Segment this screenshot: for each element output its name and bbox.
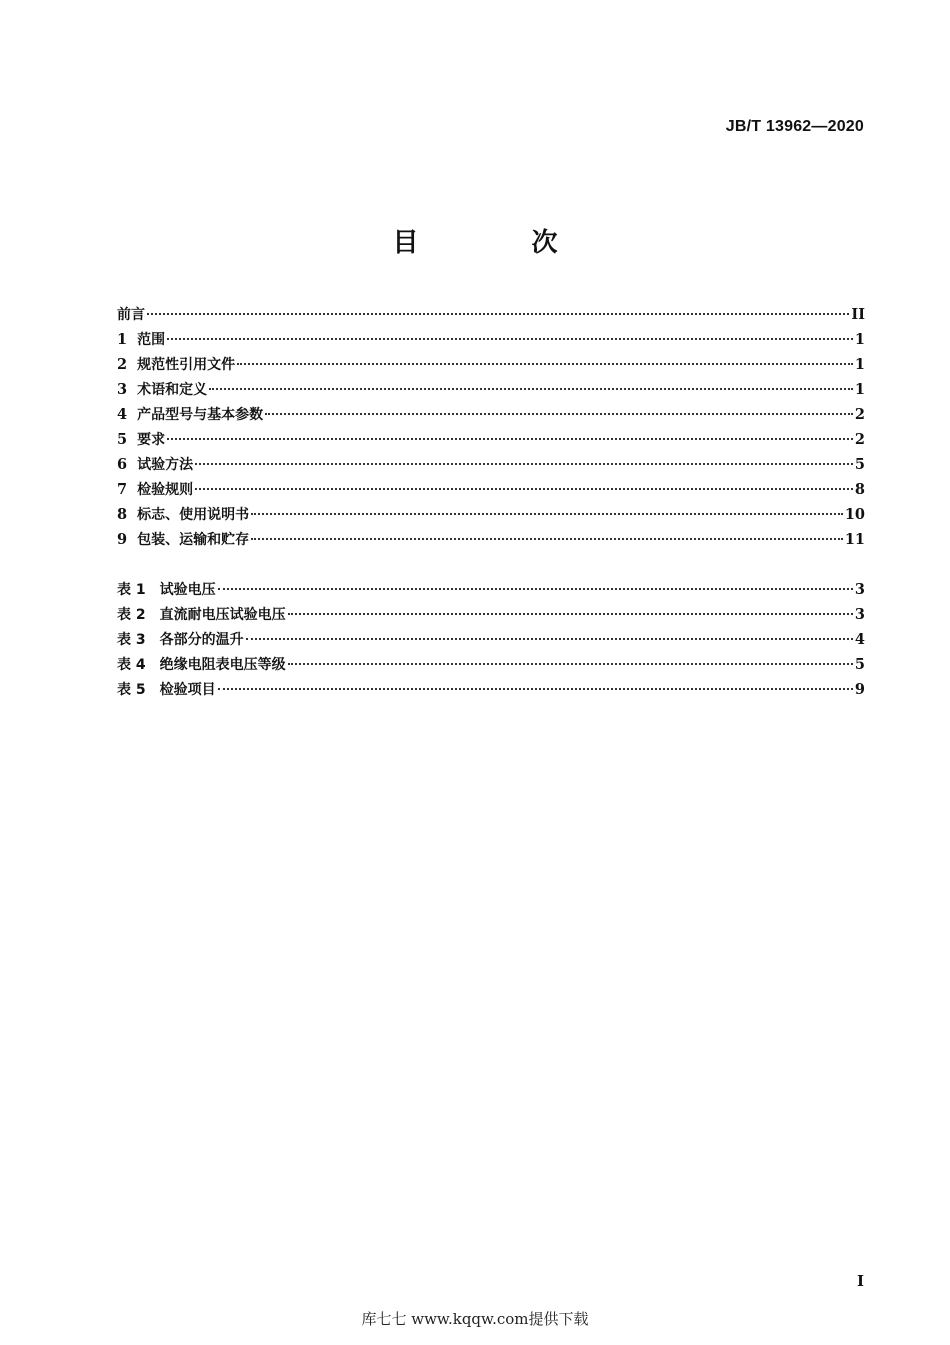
toc-entry-number: 6 xyxy=(117,456,128,473)
toc-entry-label: 标志、使用说明书 xyxy=(137,507,250,523)
toc-entry-table-4[interactable] xyxy=(117,652,865,677)
toc-dot-leader xyxy=(209,388,853,390)
toc-entry-page: 5 xyxy=(854,456,865,473)
toc-entry-table-2[interactable] xyxy=(117,602,865,627)
toc-dot-leader xyxy=(218,588,853,590)
toc-dot-leader xyxy=(288,663,853,665)
toc-entry-page: II xyxy=(851,306,865,323)
toc-dot-leader xyxy=(251,538,843,540)
toc-entry-label: 规范性引用文件 xyxy=(137,357,236,373)
toc-dot-leader xyxy=(251,513,843,515)
toc-dot-leader xyxy=(246,638,853,640)
toc-dot-leader xyxy=(195,488,853,490)
toc-entry-foreword[interactable] xyxy=(117,302,865,327)
toc-dot-leader xyxy=(167,338,853,340)
toc-sections-list xyxy=(117,302,865,552)
toc-entry-number: 9 xyxy=(117,531,128,548)
toc-entry-number: 4 xyxy=(117,406,128,423)
toc-entry-section-7[interactable] xyxy=(117,477,865,502)
toc-entry-table-3[interactable] xyxy=(117,627,865,652)
toc-dot-leader xyxy=(167,438,853,440)
standard-number: JB/T 13962—2020 xyxy=(725,118,864,135)
page-number: I xyxy=(856,1272,864,1290)
toc-entry-section-2[interactable] xyxy=(117,352,865,377)
toc-entry-page: 3 xyxy=(854,581,865,598)
toc-entry-section-5[interactable] xyxy=(117,427,865,452)
toc-entry-page: 1 xyxy=(854,331,865,348)
toc-entry-page: 1 xyxy=(854,356,865,373)
toc-entry-number: 3 xyxy=(117,381,128,398)
toc-entry-label: 产品型号与基本参数 xyxy=(137,407,264,423)
toc-entry-label: 绝缘电阻表电压等级 xyxy=(159,657,286,673)
toc-entry-number: 表 5 xyxy=(117,682,146,698)
toc-entry-number: 8 xyxy=(117,506,128,523)
toc-entry-section-6[interactable] xyxy=(117,452,865,477)
toc-entry-page: 10 xyxy=(844,506,865,523)
toc-entry-label: 试验方法 xyxy=(137,457,194,473)
toc-dot-leader xyxy=(147,313,849,315)
toc-entry-number: 7 xyxy=(117,481,128,498)
toc-entry-page: 9 xyxy=(854,681,865,698)
toc-entry-number: 表 1 xyxy=(117,582,146,598)
toc-entry-label: 检验规则 xyxy=(137,482,194,498)
toc-dot-leader xyxy=(195,463,853,465)
toc-entry-page: 1 xyxy=(854,381,865,398)
toc-entry-section-9[interactable] xyxy=(117,527,865,552)
toc-entry-label: 各部分的温升 xyxy=(159,632,244,648)
toc-entry-label: 要求 xyxy=(137,432,166,448)
toc-entry-number: 5 xyxy=(117,431,128,448)
toc-dot-leader xyxy=(218,688,853,690)
toc-dot-leader xyxy=(288,613,853,615)
toc-entry-page: 2 xyxy=(854,431,865,448)
toc-entry-page: 11 xyxy=(844,531,865,548)
toc-entry-number: 表 4 xyxy=(117,657,146,673)
toc-entry-number: 2 xyxy=(117,356,128,373)
toc-dot-leader xyxy=(265,413,853,415)
toc-entry-page: 5 xyxy=(854,656,865,673)
toc-entry-table-1[interactable] xyxy=(117,577,865,602)
toc-entry-section-1[interactable] xyxy=(117,327,865,352)
download-footer: 库七七 www.kqqw.com提供下载 xyxy=(361,1310,589,1328)
toc-entry-page: 3 xyxy=(854,606,865,623)
toc-entry-number: 表 2 xyxy=(117,607,146,623)
toc-entry-page: 4 xyxy=(854,631,865,648)
toc-entry-number: 1 xyxy=(117,331,128,348)
toc-entry-label: 检验项目 xyxy=(159,682,216,698)
toc-entry-label: 试验电压 xyxy=(159,582,216,598)
toc-entry-section-4[interactable] xyxy=(117,402,865,427)
toc-entry-number: 表 3 xyxy=(117,632,146,648)
toc-entry-table-5[interactable] xyxy=(117,677,865,702)
page-title: 目 次 xyxy=(392,228,610,258)
toc-entry-label: 前言 xyxy=(117,307,145,323)
toc-dot-leader xyxy=(237,363,853,365)
toc-entry-label: 直流耐电压试验电压 xyxy=(159,607,286,623)
toc-entry-section-3[interactable] xyxy=(117,377,865,402)
toc-entry-section-8[interactable] xyxy=(117,502,865,527)
toc-tables-list xyxy=(117,577,865,702)
toc-entry-page: 2 xyxy=(854,406,865,423)
toc-entry-page: 8 xyxy=(854,481,865,498)
toc-entry-label: 范围 xyxy=(137,332,166,348)
toc-entry-label: 包装、运输和贮存 xyxy=(137,532,250,548)
toc-entry-label: 术语和定义 xyxy=(137,382,208,398)
